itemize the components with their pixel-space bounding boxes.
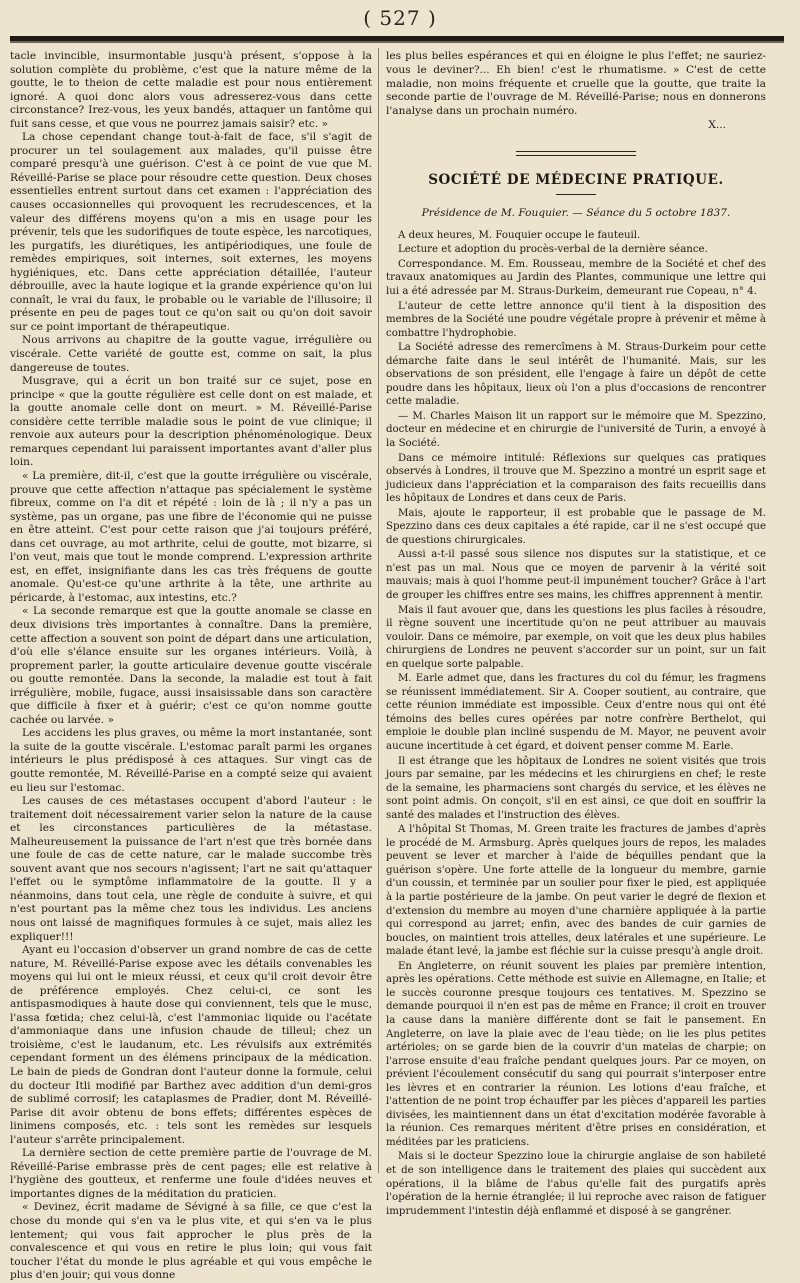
page-number: ( 527 ) bbox=[363, 6, 437, 30]
left-paragraph: Les accidens les plus graves, ou même la mort instantanée, sont la suite de la goutte viscérale. L'estomac paraît parmi les organes intérieurs le plus prédisposé à ces attaques. Sur vingt cas de goutte remontée, M. Réveillé-Parise en a compté seize qui avaient eu lieu sur l'estomac. bbox=[10, 727, 372, 794]
right-column bbox=[386, 50, 766, 1217]
left-paragraph: Musgrave, qui a écrit un bon traité sur ce sujet, pose en principe « que la goutte régulière est celle dont on est malade, et la goutte anomale celle dont on meurt. » M. Réveillé-Parise considère cette terrible maladie sous le point de vue clinique; il renvoie aux auteurs pour la description phénoménologique. Deux remarques cependant lui paraissent importantes avant d'aller plus loin. bbox=[10, 375, 372, 469]
minutes-paragraph: — M. Charles Maison lit un rapport sur le mémoire que M. Spezzino, docteur en médecine et en chirurgie de l'université de Turin, a envoyé à la Société. bbox=[386, 410, 766, 449]
left-paragraph: « La seconde remarque est que la goutte anomale se classe en deux divisions très importantes à connaître. Dans la première, cette affection a souvent son point de départ dans une articulation, d'où elle s'élance ensuite sur les organes intérieurs. Voilà, à proprement parler, la goutte articulaire devenue goutte viscérale ou goutte remontée. Dans la seconde, la maladie est tout à fait irrégulière, mobile, fugace, aussi insaisissable dans son caractère que difficile à fixer et à guérir; c'est ce qu'on nomme goutte cachée ou larvée. » bbox=[10, 605, 372, 726]
minutes-paragraph: Dans ce mémoire intitulé: Réflexions sur quelques cas pratiques observés à Londres, il trouve que M. Spezzino a montré un esprit sage et judicieux dans l'appréciation et la comparaison des faits recueillis dans les hôpitaux de Londres et dans ceux de Paris. bbox=[386, 452, 766, 505]
minutes-paragraph: L'auteur de cette lettre annonce qu'il tient à la disposition des membres de la Société une poudre végétale propre à prévenir et même à combattre l'hydrophobie. bbox=[386, 300, 766, 339]
left-paragraph: La dernière section de cette première partie de l'ouvrage de M. Réveillé-Parise embrasse près de cent pages; elle est relative à l'hygiène des goutteux, et renferme une foule d'idées neuves et importantes dignes de la méditation du praticien. bbox=[10, 1147, 372, 1200]
section-title: SOCIÉTÉ DE MÉDECINE PRATIQUE. bbox=[428, 171, 724, 188]
left-paragraph: « Devinez, écrit madame de Sévigné à sa fille, ce que c'est la chose du monde qui s'en va le plus vite, et qui s'en va le plus lentement; qui vous fait approcher le plus près de la convalescence et qui vous en retire le plus loin; qui vous fait toucher l'état du monde le plus agréable et qui vous empêche le plus d'en jouir; qui vous donne bbox=[10, 1201, 372, 1282]
title-underline bbox=[556, 194, 596, 195]
left-column bbox=[10, 50, 373, 1282]
review-signature: X... bbox=[708, 118, 726, 131]
minutes-paragraph: La Société adresse des remercîmens à M. Straus-Durkeim pour cette démarche faite dans le seul intérêt de l'humanité. Mais, sur les observations de son président, elle l'engage à faire un dépôt de cette poudre dans les hôpitaux, lieux où l'on a plus d'occasions de rencontrer cette maladie. bbox=[386, 342, 766, 408]
column-divider bbox=[378, 48, 379, 1173]
left-paragraph: Les causes de ces métastases occupent d'abord l'auteur : le traitement doit nécessairement varier selon la nature de la cause et les circonstances particulières de la métastase. Malheureusement la puissance de l'art n'est que très bornée dans une foule de cas de cette nature, car le malade succombe très souvent avant que nos secours n'agissent; l'art ne sait qu'attaquer l'effet ou le symptôme inflammatoire de la goutte. Il y a néanmoins, dans tout cela, une règle de conduite à suivre, et qui n'est pourtant pas la même chez tous les individus. Les anciens nous ont laissé de magnifiques formules à ce sujet, mais allez les expliquer!!! bbox=[10, 795, 372, 943]
minutes-paragraph: Correspondance. M. Em. Rousseau, membre de la Société et chef des travaux anatomiques au Jardin des Plantes, communique une lettre qui lui a été adressée par M. Straus-Durkeim, demeurant rue Copeau, n° 4. bbox=[386, 258, 766, 297]
review-continuation: les plus belles espérances et qui en éloigne le plus l'effet; ne sauriez-vous le deviner?... Eh bien! c'est le rhumatisme. » C'est de cette maladie, non moins fréquente et cruelle que la goutte, que traite la seconde partie de l'ouvrage de M. Réveillé-Parise; nous en donnerons l'analyse dans un prochain numéro. bbox=[386, 50, 766, 118]
minutes-paragraph: M. Earle admet que, dans les fractures du col du fémur, les fragmens se réunissent immédiatement. Sir A. Cooper soutient, au contraire, que cette réunion immédiate est impossible. Ceux d'entre nous qui ont été témoins des belles cures opérées par notre confrère Berthelot, qui emploie le double plan incliné suspendu de M. Mayor, ne peuvent avoir aucune incertitude à cet égard, et doivent penser comme M. Earle. bbox=[386, 673, 766, 753]
left-paragraph: La chose cependant change tout-à-fait de face, s'il s'agit de procurer un tel soulagement aux malades, qu'il puisse être comparé presqu'à une guérison. C'est à ce point de vue que M. Réveillé-Parise se place pour résoudre cette question. Deux choses essentielles entrent surtout dans cet examen : l'appréciation des causes occasionnelles qui provoquent les recrudescences, et la valeur des différens moyens qu'on a mis en usage pour les prévenir, tels que les sudorifiques de toute espèce, les narcotiques, les purgatifs, les diurétiques, les antipériodiques, une foule de remèdes empiriques, soit internes, soit externes, les moyens hygiéniques, etc. Dans cette appréciation détaillée, l'auteur débrouille, avec la haute logique et la grande expérience qu'on lui connaît, le vrai du faux, le probable ou le variable de l'illusoire; il présente en peu de pages tout ce qu'on sait ou qu'on doit savoir sur ce point important de thérapeutique. bbox=[10, 131, 373, 333]
minutes-paragraph: En Angleterre, on réunit souvent les plaies par première intention, après les opérations. Cette méthode est suivie en Allemagne, en Italie; et le succès couronne presque toujours ces tentatives. M. Spezzino se demande pourquoi il n'en est pas de même en France; il croit en trouver la cause dans la manière différente dont se fait le pansement. En Angleterre, on lave la plaie avec de l'eau tiède; on lie les plus petites artérioles; on se garde bien de la couvrir d'un matelas de charpie; on l'arrose ensuite d'eau fraîche pendant quelques jours. Par ce moyen, on prévient l'écoulement consécutif du sang qui pourrait s'interposer entre les lèvres et en contrarier la réunion. Les lotions d'eau fraîche, et l'attention de ne point trop échauffer par les pièces d'appareil les parties divisées, les maintiennent dans un état d'excitation modérée favorable à la réunion. Ces remarques méritent d'être prises en considération, et méditées par les praticiens. bbox=[386, 960, 766, 1148]
minutes-paragraph: Mais il faut avouer que, dans les questions les plus faciles à résoudre, il règne souvent une incertitude qu'on ne peut attribuer au mauvais vouloir. Dans ce mémoire, par exemple, on voit que les deux plus habiles chirurgiens de Londres ne peuvent s'accorder sur un point, sur un fait en quelque sorte palpable. bbox=[386, 604, 766, 670]
left-paragraph: « La première, dit-il, c'est que la goutte irrégulière ou viscérale, prouve que cette affection n'attaque pas spécialement le système fibreux, comme on l'a dit et répété : loin de là ; il n'y a pas un système, pas un organe, pas une fibre de l'économie qui ne puisse en être atteint. C'est pour cette raison que j'ai toujours préféré, dans cet ouvrage, au mot arthrite, celui de goutte, mot bizarre, si l'on veut, mais que tout le monde comprend. L'expression arthrite est, en effet, insignifiante dans les cas très fréquens de goutte anomale. Qu'est-ce qu'une arthrite à la tête, une arthrite au péricarde, à l'estomac, aux intestins, etc.? bbox=[10, 469, 372, 604]
section-separator bbox=[516, 151, 636, 156]
session-header: Présidence de M. Fouquier. — Séance du 5 octobre 1837. bbox=[421, 206, 731, 219]
minutes-paragraph: Mais si le docteur Spezzino loue la chirurgie anglaise de son habileté et de son intelligence dans le traitement des plaies qui succèdent aux opérations, il la blâme de l'abus qu'elle fait des purgatifs après l'opération de la hernie étranglée; il lui reproche avec raison de fatiguer imprudemment l'intestin déjà enflammé et disposé à se gangréner. bbox=[386, 1151, 766, 1217]
left-paragraph: Nous arrivons au chapitre de la goutte vague, irrégulière ou viscérale. Cette variété de goutte est, comme on sait, la plus dangereuse de toutes. bbox=[10, 334, 372, 374]
minutes-paragraph: A deux heures, M. Fouquier occupe le fauteuil. bbox=[398, 229, 641, 241]
left-paragraph: tacle invincible, insurmontable jusqu'à présent, s'oppose à la solution complète du problème, c'est que la nature même de la goutte, le to theion de cette maladie est pour nous entièrement ignoré. A quoi donc alors vous adresserez-vous dans cette circonstance? Irez-vous, les yeux bandés, attaquer un fantôme qui fuit sans cesse, et que vous ne pourrez jamais saisir? etc. » bbox=[10, 50, 372, 130]
session-minutes bbox=[386, 229, 766, 1218]
left-paragraph: Ayant eu l'occasion d'observer un grand nombre de cas de cette nature, M. Réveillé-Parise expose avec les détails convenables les moyens qui lui ont le mieux réussi, et ceux qu'il croit devoir être de préférence employés. Chez celui-ci, ce sont les antispasmodiques à haute dose qui conviennent, tels que le musc, l'assa fœtida; chez celui-là, c'est l'ammoniac liquide ou l'acétate d'ammoniaque dans une infusion chaude de tilleul; chez un troisième, c'est le laudanum, etc. Les révulsifs aux extrémités cependant forment un des élémens principaux de la médication. Le bain de pieds de Gondran dont l'auteur donne la formule, celui du docteur Itli modifié par Barthez avec addition d'un demi-gros de sublimé corrosif; les cataplasmes de Pradier, dont M. Réveillé-Parise dit avoir obtenu de bons effets; différentes espèces de linimens composés, etc. : tels sont les remèdes sur lesquels l'auteur s'arrête principalement. bbox=[10, 944, 372, 1146]
minutes-paragraph: Il est étrange que les hôpitaux de Londres ne soient visités que trois jours par semaine, par les médecins et les chirurgiens en chef; le reste de la semaine, les pharmaciens sont chargés du service, et les élèves ne sont point admis. On conçoit, s'il en est ainsi, ce que doit en souffrir la santé des malades et l'instruction des élèves. bbox=[386, 755, 766, 821]
minutes-paragraph: Lecture et adoption du procès-verbal de la dernière séance. bbox=[398, 244, 708, 256]
minutes-paragraph: Mais, ajoute le rapporteur, il est probable que le passage de M. Spezzino dans ces deux capitales a été rapide, car il ne s'est occupé que de questions chirurgicales. bbox=[386, 507, 766, 546]
header-rule bbox=[10, 36, 784, 43]
minutes-paragraph: A l'hôpital St Thomas, M. Green traite les fractures de jambes d'après le procédé de M. Armsburg. Après quelques jours de repos, les malades peuvent se lever et marcher à l'aide de béquilles pendant que la guérison s'opère. Une forte attelle de la longueur du membre, garnie d'un coussin, et terminée par un soulier pour fixer le pied, est appliquée à la partie postérieure de la jambe. On peut varier le degré de flexion et d'extension du membre au moyen d'une charnière appliquée à la partie qui correspond au jarret; enfin, avec des bandes de cuir garnies de boucles, on maintient trois attelles, deux latérales et une supérieure. Le malade étant levé, la jambe est fléchie sur la cuisse presqu'à angle droit. bbox=[386, 824, 766, 958]
minutes-paragraph: Aussi a-t-il passé sous silence nos disputes sur la statistique, et ce n'est pas un mal. Nous que ce moyen de parvenir à la vérité soit mauvais; mais à quoi l'homme peut-il impunément toucher? Grâce à l'art de grouper les chiffres entre ses mains, les chiffres apprennent à mentir. bbox=[386, 549, 766, 601]
